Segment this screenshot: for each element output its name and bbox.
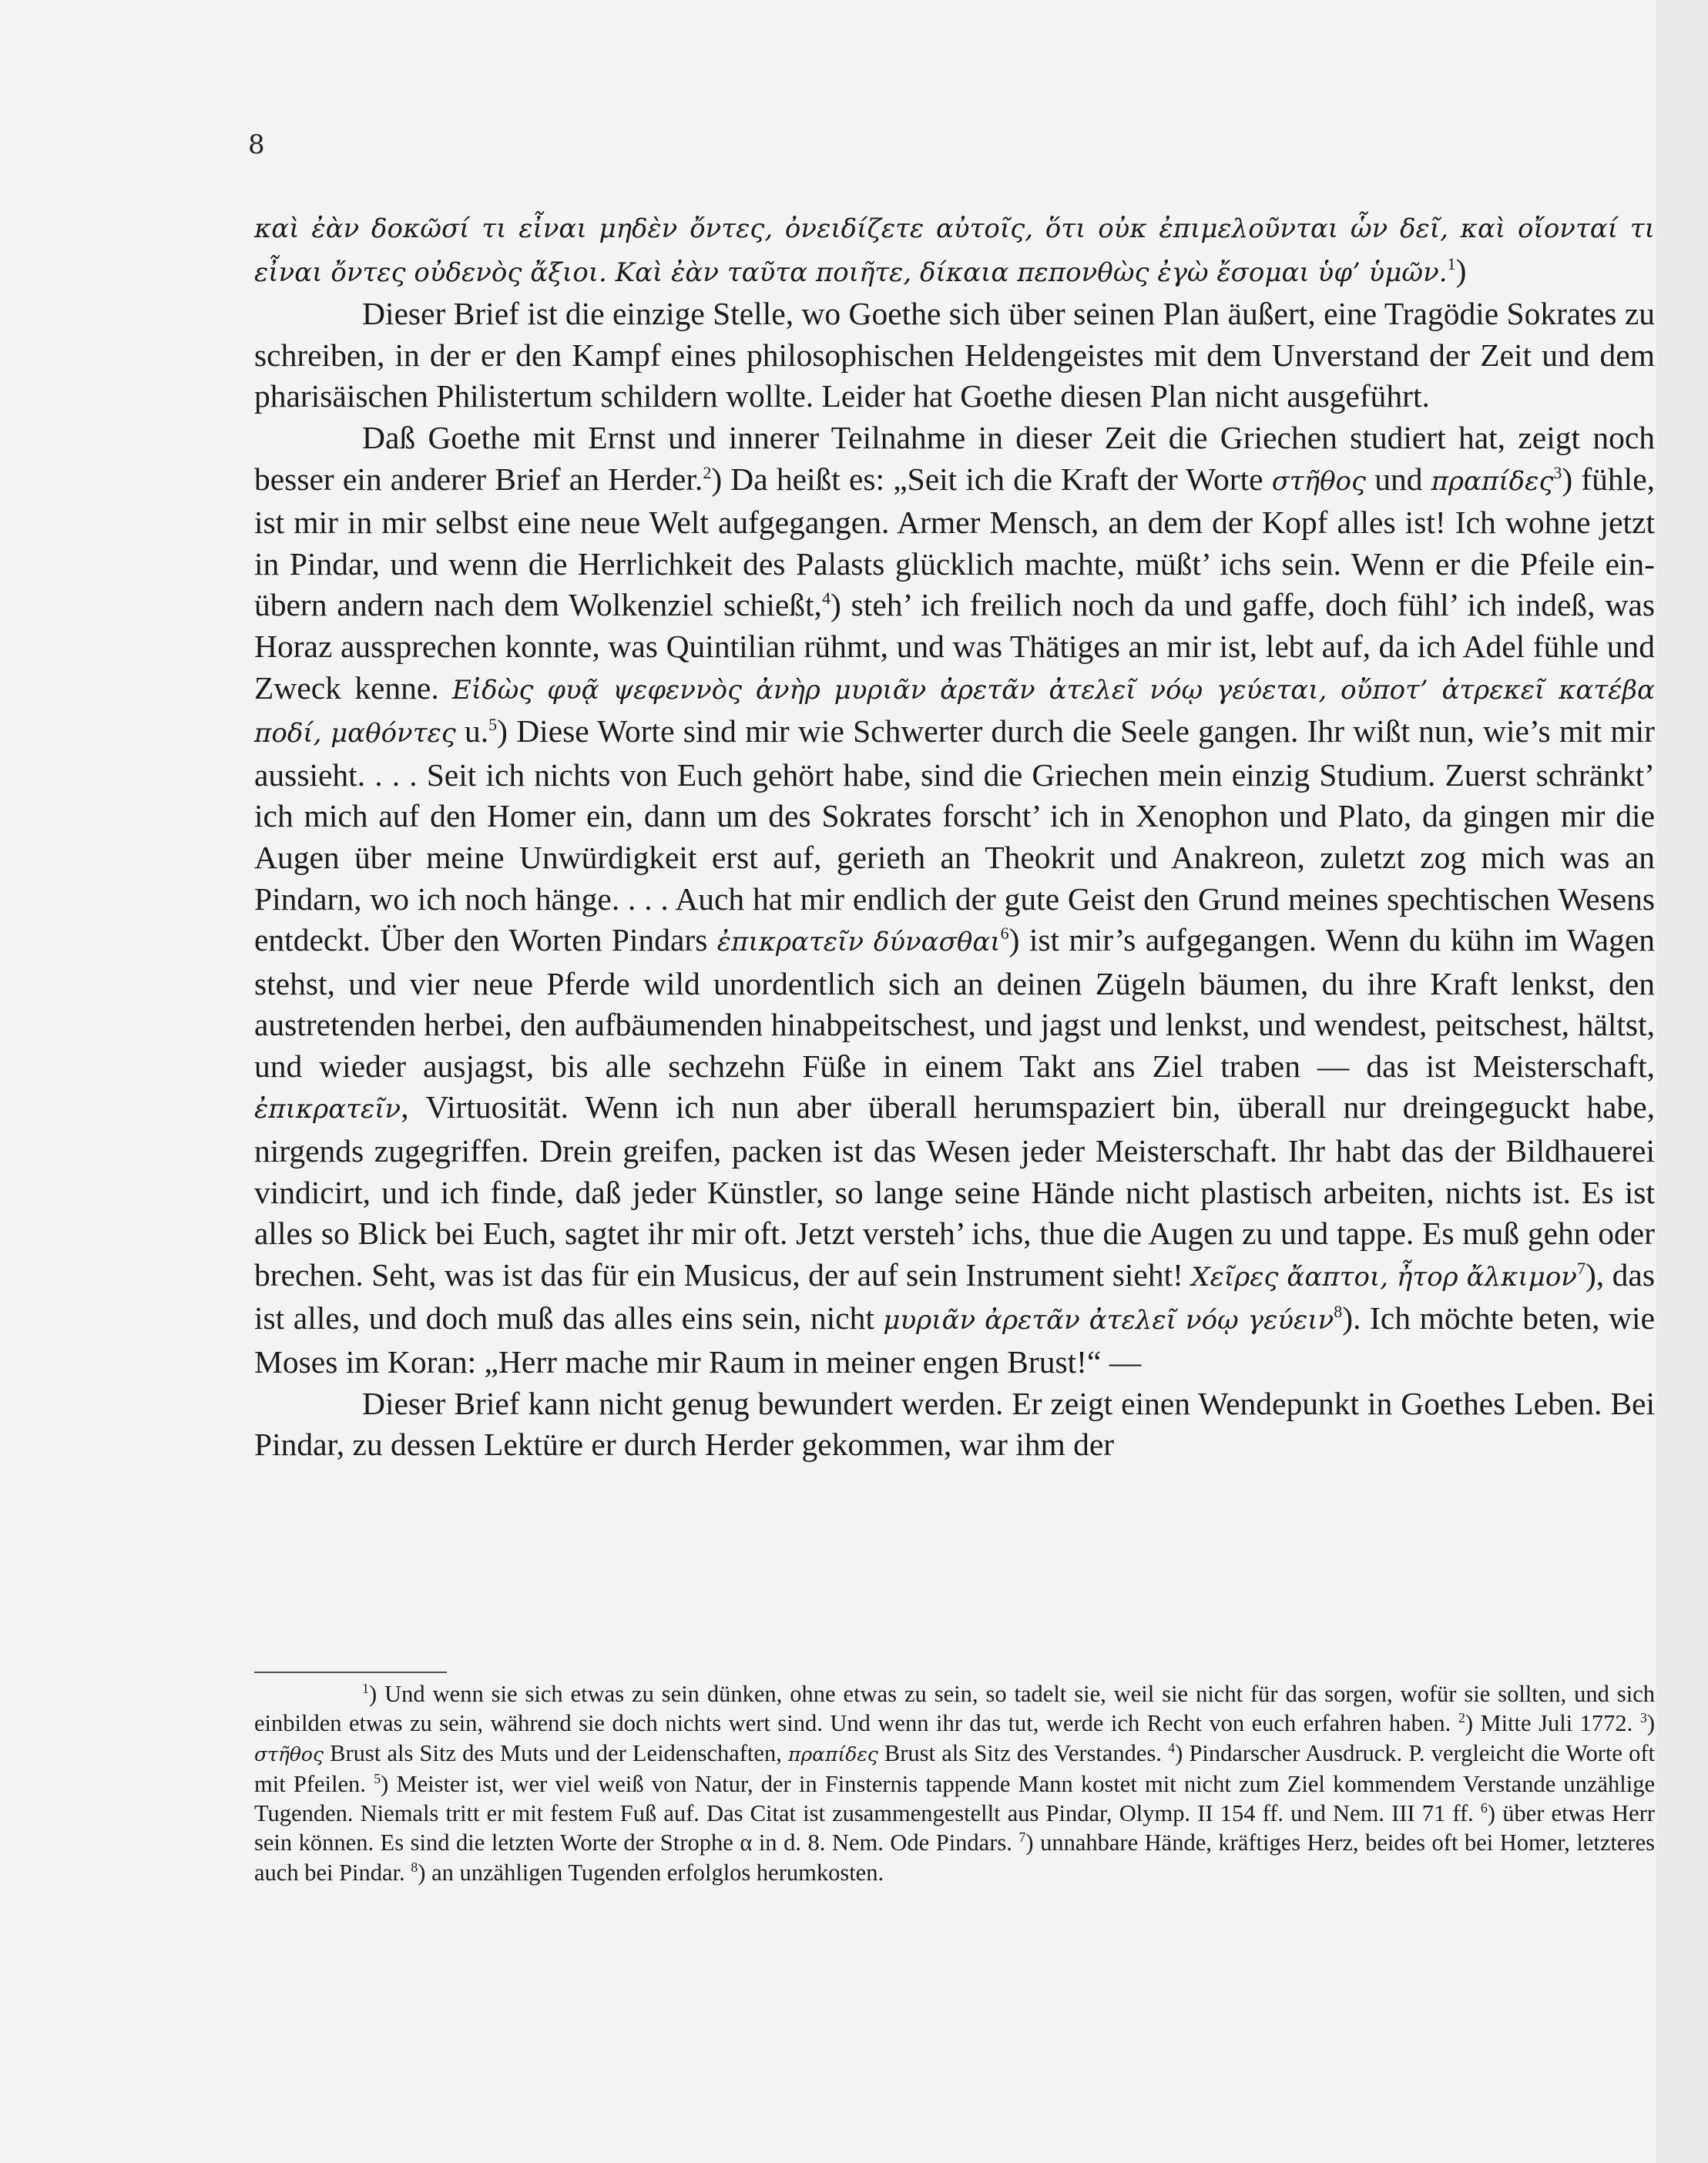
- text-run: ). Ich möchte beten, wie Moses im Koran: „Herr mache mir Raum in meiner engen Brust!“ —: [254, 1300, 1656, 1380]
- text-run: ) steh’ ich freilich noch da und gaffe, doch fühl’ ich indeß, was Horaz aussprechen konnte, was Quintilian rühmt, und was Thätiges an mir ist, lebt auf, da ich Adel fühle und Zweck kenne.: [254, 587, 1655, 706]
- footnote-marker: 8: [1334, 1302, 1343, 1322]
- footnote-rule: [254, 1672, 447, 1673]
- footnote-marker: 2: [703, 462, 712, 482]
- footnote-marker: 1: [362, 1680, 369, 1696]
- footnote-marker: 2: [1458, 1710, 1465, 1726]
- greek-quote: πραπίδες: [788, 1742, 878, 1766]
- footnote-marker: 5: [374, 1770, 381, 1786]
- paragraph: [254, 293, 1655, 418]
- text-run: ): [1455, 252, 1467, 288]
- greek-quote: στῆθος: [1271, 465, 1367, 497]
- greek-quote: ἐπικρατεῖν δύνασθαι: [716, 927, 1001, 958]
- text-run: , Virtuosität. Wenn ich nun aber überall herumspaziert bin, überall nur dreingeguckt habe, nirgends zugegriffen. Drein greifen, packen ist das Wesen jeder Meisterschaft. Ihr habt das der Bildhauerei vindicirt, und ich finde, daß jeder Künstler, so lange seine Hände nicht plastisch arbeiten, nichts ist. Es ist alles so Blick bei Euch, sagtet ihr mir oft. Jetzt versteh’ ichs, thue die Augen zu und tappe. Es muß gehn oder brechen. Seht, was ist das für ein Musicus, der auf sein Instrument sieht!: [254, 1089, 1655, 1293]
- greek-quote: μυριᾶν ἀρετᾶν ἀτελεῖ νόῳ γεύειν: [883, 1305, 1334, 1336]
- text-run: ) Da heißt es: „Seit ich die Kraft der Worte: [711, 461, 1272, 497]
- text-run: Brust als Sitz des Muts und der Leidenschaften,: [323, 1739, 789, 1766]
- footnote-marker: 3: [1639, 1710, 1647, 1726]
- footnote-marker: 3: [1553, 462, 1562, 482]
- greek-quote: καὶ ἐὰν δοκῶσί τι εἶναι μηδὲν ὄντες, ὀνειδίζετε αὐτοῖς, ὅτι οὐκ ἐπιμελοῦνται ὧν δεῖ, καὶ οἴονταί τι εἶναι ὄντες οὐδενὸς ἄξιοι. Καὶ ἐὰν ταῦτα ποιῆτε, δίκαια πεπονθὼς ἐγὼ ἔσομαι ὑφ’ ὑμῶν.: [254, 213, 1655, 288]
- footnote-marker: 7: [1576, 1259, 1586, 1279]
- text-run: ) Diese Worte sind mir wie Schwerter durch die Seele gangen. Ihr wißt nun, wie’s mit mir aussieht. . . . Seit ich nichts von Euch gehört habe, sind die Griechen mein einzig Studium. Zuerst schränkt’ ich mich auf den Homer ein, dann um des Sokrates forscht’ ich in Xenophon und Plato, da gingen mir die Augen über meine Unwürdigkeit erst auf, gerieth an Theokrit und Anakreon, zuletzt zog mich was an Pindarn, wo ich noch hänge. . . . Auch hat mir endlich der gute Geist den Grund meines spechtischen Wesens entdeckt. Über den Worten Pindars: [254, 713, 1655, 958]
- greek-quote: Χεῖρες ἄαπτοι, ἦτορ ἄλκιμον: [1191, 1261, 1577, 1293]
- greek-quote: ἐπικρατεῖν: [254, 1094, 401, 1125]
- body-text: [254, 206, 1655, 1466]
- text-run: ) Pindarscher Ausdruck. P. vergleicht die Worte oft mit Pfeilen.: [254, 1739, 1656, 1797]
- text-run: und: [1366, 461, 1431, 497]
- paragraph: [254, 206, 1655, 293]
- paragraph: [254, 418, 1655, 1383]
- footnote-marker: 6: [1000, 924, 1009, 944]
- footnote-paragraph: [254, 1679, 1655, 1887]
- text-run: u.: [455, 713, 489, 750]
- footnote-marker: 4: [821, 589, 831, 609]
- text-run: ) über etwas Herr sein können. Es sind die letzten Worte der Strophe α in d. 8. Nem. Ode Pindars.: [254, 1800, 1656, 1856]
- text-run: ) fühle, ist mir in mir selbst eine neue Welt aufgegangen. Armer Mensch, an dem der Kopf alles ist! Ich wohne jetzt in Pindar, und wenn die Herrlichkeit des Palasts glücklich machte, müßt’ ichs sein. Wenn er die Pfeile ein- übern andern nach dem Wolkenziel schießt,: [254, 461, 1655, 623]
- footnote-marker: 4: [1168, 1739, 1176, 1756]
- text-run: Dieser Brief kann nicht genug bewundert werden. Er zeigt einen Wendepunkt in Goethes Leben. Bei Pindar, zu dessen Lektüre er durch Herder gekommen, war ihm der: [254, 1385, 1655, 1463]
- text-run: ) Mitte Juli 1772.: [1465, 1710, 1640, 1737]
- text-run: ) an unzähligen Tugenden erfolglos herumkosten.: [418, 1859, 884, 1886]
- footnote-marker: 1: [1447, 253, 1456, 273]
- text-run: ): [1646, 1710, 1655, 1737]
- footnote-marker: 5: [488, 715, 498, 735]
- text-run: ) unnahbare Hände, kräftiges Herz, beides oft bei Homer, letzteres auch bei Pindar.: [254, 1829, 1655, 1886]
- footnote-marker: 7: [1018, 1829, 1026, 1846]
- text-run: Dieser Brief ist die einzige Stelle, wo Goethe sich über seinen Plan äußert, eine Tragödie Sokrates zu schreiben, in der er den Kampf eines philosophischen Heldengeistes mit dem Unverstand der Zeit und dem pharisäischen Philistertum schildern wollte. Leider hat Goethe diesen Plan nicht ausgeführt.: [254, 296, 1655, 414]
- greek-quote: Εἰδὼς φυᾷ ψεφεννὸς ἀνὴρ μυριᾶν ἀρετᾶν ἀτελεῖ νόῳ γεύεται, οὔποτ’ ἀτρεκεῖ κατέβα ποδί, μαθόντες: [254, 674, 1655, 750]
- greek-quote: στῆθος: [254, 1742, 324, 1766]
- footnotes: [254, 1679, 1655, 1887]
- text-run: Brust als Sitz des Verstandes.: [877, 1739, 1169, 1766]
- text-run: ), das ist alles, und doch muß das alles eins sein, nicht: [254, 1256, 1656, 1336]
- footnote-marker: 6: [1480, 1800, 1488, 1816]
- greek-quote: πραπίδες: [1431, 465, 1554, 497]
- facing-page-edge: [1656, 0, 1708, 2163]
- footnote-marker: 8: [411, 1859, 418, 1875]
- text-run: ) Und wenn sie sich etwas zu sein dünken, ohne etwas zu sein, so tadelt sie, weil sie nicht für das sorgen, wofür sie sollten, und sich einbilden etwas zu sein, während sie doch nichts wert sind. Und wenn ihr das tut, werde ich Recht von euch erfahren haben.: [254, 1681, 1655, 1737]
- paragraph: [254, 1383, 1655, 1466]
- text-run: ) ist mir’s aufgegangen. Wenn du kühn im Wagen stehst, und vier neue Pferde wild unordentlich sich an deinen Zügeln bäumen, du ihre Kraft lenkst, den austretenden herbei, den aufbäumenden hinabpeitschest, und jagst und lenkst, und wendest, peitschest, hältst, und wieder ausjagst, bis alle sechzehn Füße in einem Takt ans Ziel traben — das ist Meisterschaft,: [254, 922, 1655, 1084]
- text-run: ) Meister ist, wer viel weiß von Natur, der in Finsternis tappende Mann kostet mit nicht zum Ziel kommendem Verstande unzählige Tugenden. Niemals tritt er mit festem Fuß auf. Das Citat ist zusammengestellt aus Pindar, Olymp. II 154 ff. und Nem. III 71 ff.: [254, 1770, 1655, 1827]
- page-number: 8: [248, 129, 265, 160]
- text-run: Daß Goethe mit Ernst und innerer Teilnahme in dieser Zeit die Griechen studiert hat, zeigt noch besser ein anderer Brief an Herder.: [254, 419, 1655, 497]
